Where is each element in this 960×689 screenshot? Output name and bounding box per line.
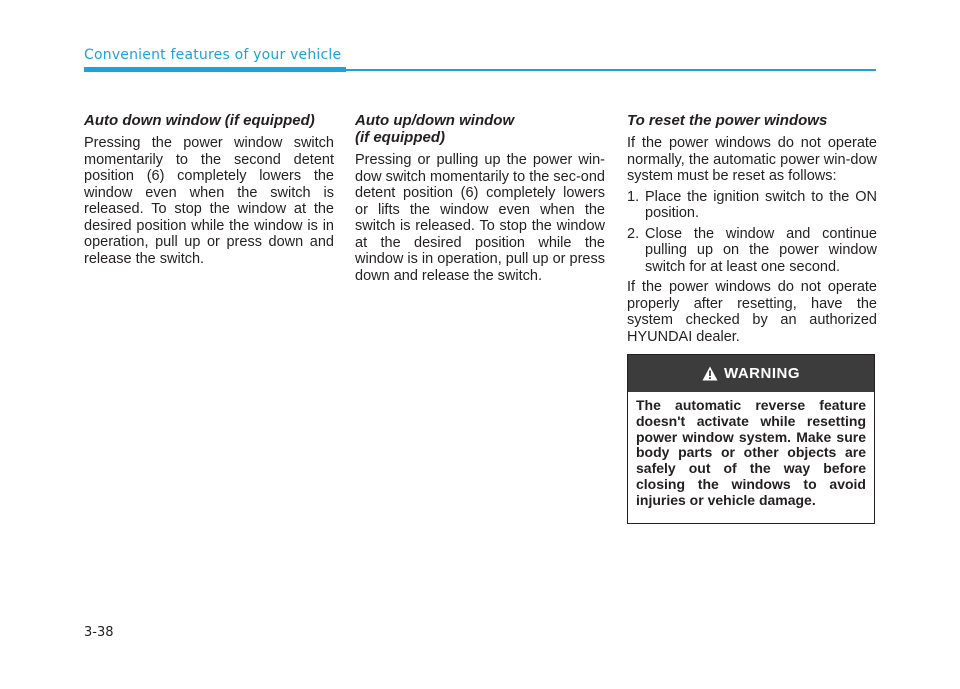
step-number: 1. [627,188,640,205]
section-title: Convenient features of your vehicle [84,47,342,63]
warning-triangle-icon [702,366,718,381]
header-rule-thin [346,69,876,71]
reset-step [627,226,877,276]
auto-up-down-heading-line2: (if equipped) [355,129,445,146]
reset-outro: If the power windows do not operate properly after resetting, have the system checked by an authorized HYUNDAI dealer. [627,279,877,345]
step-text: Close the window and continue pulling up on the power window switch for at least one second. [645,225,877,275]
page-number: 3-38 [84,625,114,640]
column-auto-up-down [355,112,605,288]
auto-up-down-heading [355,112,605,146]
reset-intro: If the power windows do not operate normally, the automatic power win-dow system must be reset as follows: [627,135,877,184]
reset-step [627,189,877,222]
reset-steps [627,189,877,276]
warning-header [628,355,874,392]
auto-up-down-heading-line1: Auto up/down window [355,112,515,129]
warning-box [627,354,875,524]
column-auto-down [84,112,334,271]
warning-title: WARNING [724,365,800,382]
warning-body: The automatic reverse feature doesn't activate while resetting power window system. Make sure body parts or other objects are safely out of the way before closing the windows to avoid injuries or vehicle damage. [636,397,866,508]
auto-down-heading: Auto down window (if equipped) [84,112,315,129]
header-rule-thick [84,67,346,72]
step-text: Place the ignition switch to the ON position. [645,188,877,221]
auto-up-down-body: Pressing or pulling up the power win-dow switch momentarily to the sec-ond detent position (6) completely lowers or lifts the window even when the switch is released. To stop the window at the desired position while the window is in operation, pull up or press down and release the switch. [355,152,605,284]
auto-down-body: Pressing the power window switch momentarily to the second detent position (6) completely lowers the window even when the switch is released. To stop the window at the desired position while the window is in operation, pull up or press down and release the switch. [84,135,334,267]
step-number: 2. [627,225,640,242]
column-reset [627,112,877,349]
reset-heading: To reset the power windows [627,112,828,129]
